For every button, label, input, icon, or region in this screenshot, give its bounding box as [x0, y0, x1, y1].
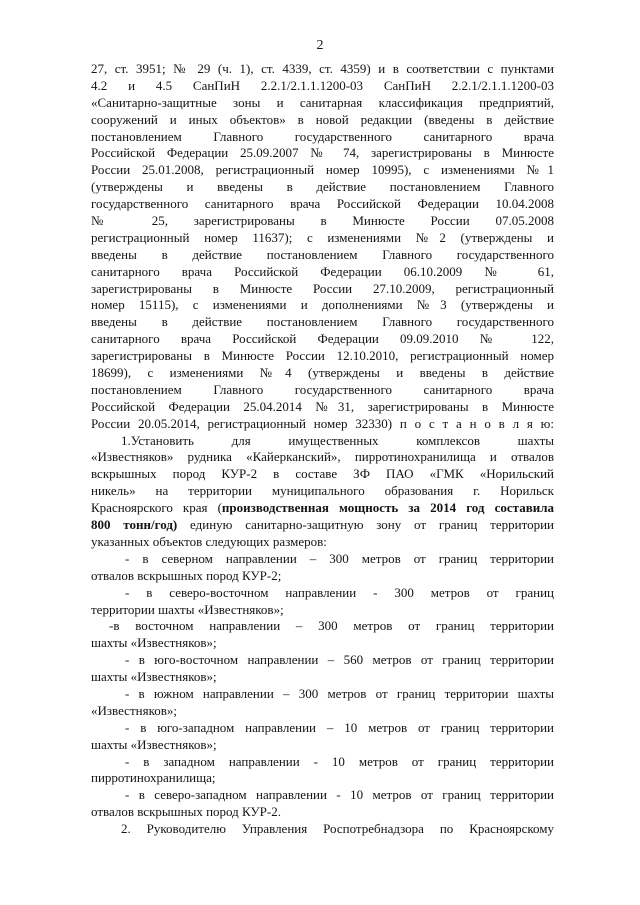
body-line: регистрационный номер 11637); с изменениями №2 (утверждены и: [91, 229, 554, 245]
list-item-northwest: - в северо-западном направлении - 10 метров от границ территории: [125, 787, 554, 803]
bold-capacity-text: производственная мощность за 2014 год составила: [221, 500, 554, 516]
body-line: «Известняков»;: [91, 702, 177, 718]
body-line: никель» на территории муниципального образования г. Норильск: [91, 483, 554, 499]
list-item-southwest: - в юго-западном направлении – 10 метров от границ территории: [125, 719, 554, 735]
body-line: России 25.01.2008, регистрационный номер 10995), с изменениями №1: [91, 162, 554, 178]
body-line: зарегистрированы в Минюсте России 12.10.2010, регистрационный номер: [91, 348, 554, 364]
bold-capacity-text: 800 тонн/год): [91, 517, 178, 533]
body-line: 18699), с изменениями №4 (утверждены и введены в действие: [91, 365, 554, 381]
document-body: [91, 61, 554, 838]
body-line: Российской Федерации 25.09.2007 № 74, зарегистрированы в Минюсте: [91, 145, 554, 161]
list-item-north: - в северном направлении – 300 метров от границ территории: [125, 550, 554, 566]
body-line: зарегистрированы в Минюсте России 27.10.2009, регистрационный: [91, 280, 554, 296]
body-line: пирротинохранилища;: [91, 770, 216, 786]
body-line: 4.2 и 4.5 СанПиН 2.2.1/2.1.1.1200-03 СанПиН 2.2.1/2.1.1.1200-03: [91, 77, 554, 93]
body-line: постановлением Главного государственного санитарного врача: [91, 128, 554, 144]
paragraph-2-start: 2. Руководителю Управления Роспотребнадзора по Красноярскому: [121, 821, 554, 837]
body-line: санитарного врача Российской Федерации 09.09.2010 № 122,: [91, 331, 554, 347]
body-line: введены в действие постановлением Главного государственного: [91, 314, 554, 330]
body-line-with-bold: [91, 500, 554, 517]
list-item-northeast: - в северо-восточном направлении - 300 метров от границ: [125, 584, 554, 600]
list-item-west: - в западном направлении - 10 метров от границ территории: [125, 753, 554, 769]
body-line: шахты «Известняков»;: [91, 635, 217, 651]
text-segment: единую санитарно-защитную зону от границ территории: [177, 517, 554, 533]
body-line: «Известняков» рудника «Кайерканский», пирротинохранилища и отвалов: [91, 449, 554, 465]
page-number: 2: [316, 38, 324, 53]
body-line: «Санитарно-защитные зоны и санитарная классификация предприятий,: [91, 94, 554, 110]
body-line: санитарного врача Российской Федерации 06.10.2009 № 61,: [91, 263, 554, 279]
body-line: постановлением Главного государственного санитарного врача: [91, 381, 554, 397]
list-item-east: -в восточном направлении – 300 метров от границ территории: [109, 618, 554, 634]
body-line-with-bold: [91, 517, 554, 534]
body-line: отвалов вскрышных пород КУР-2;: [91, 567, 282, 583]
body-line: введены в действие постановлением Главного государственного: [91, 246, 554, 262]
body-line: 27, ст. 3951; № 29 (ч. 1), ст. 4339, ст. 4359) и в соответствии с пунктами: [91, 61, 554, 76]
body-line: России 20.05.2014, регистрационный номер 32330) п о с т а н о в л я ю:: [91, 415, 554, 431]
body-line: указанных объектов следующих размеров:: [91, 533, 327, 549]
body-line: сооружений и иных объектов» в новой редакции (введены в действие: [91, 111, 554, 127]
list-item-southeast: - в юго-восточном направлении – 560 метров от границ территории: [125, 652, 554, 668]
body-line: вскрышных пород КУР-2 в составе ЗФ ПАО «ГМК «Норильский: [91, 466, 554, 482]
body-line: Российской Федерации 25.04.2014 №31, зарегистрированы в Минюсте: [91, 398, 554, 414]
body-line: шахты «Известняков»;: [91, 736, 217, 752]
body-line: (утверждены и введены в действие постановлением Главного: [91, 179, 554, 195]
list-item-south: - в южном направлении – 300 метров от границ территории шахты: [125, 685, 554, 701]
body-line: государственного санитарного врача Российской Федерации 10.04.2008: [91, 196, 554, 212]
body-line: шахты «Известняков»;: [91, 669, 217, 685]
text-segment: Красноярского края (: [91, 500, 222, 516]
body-line: № 25, зарегистрированы в Минюсте России 07.05.2008: [91, 213, 554, 229]
body-line: номер 15115), с изменениями и дополнениями №3 (утверждены и: [91, 297, 554, 313]
body-line: территории шахты «Известняков»;: [91, 601, 284, 617]
paragraph-1-start: 1.Установить для имущественных комплексов шахты: [121, 432, 554, 448]
body-line: отвалов вскрышных пород КУР-2.: [91, 804, 281, 820]
